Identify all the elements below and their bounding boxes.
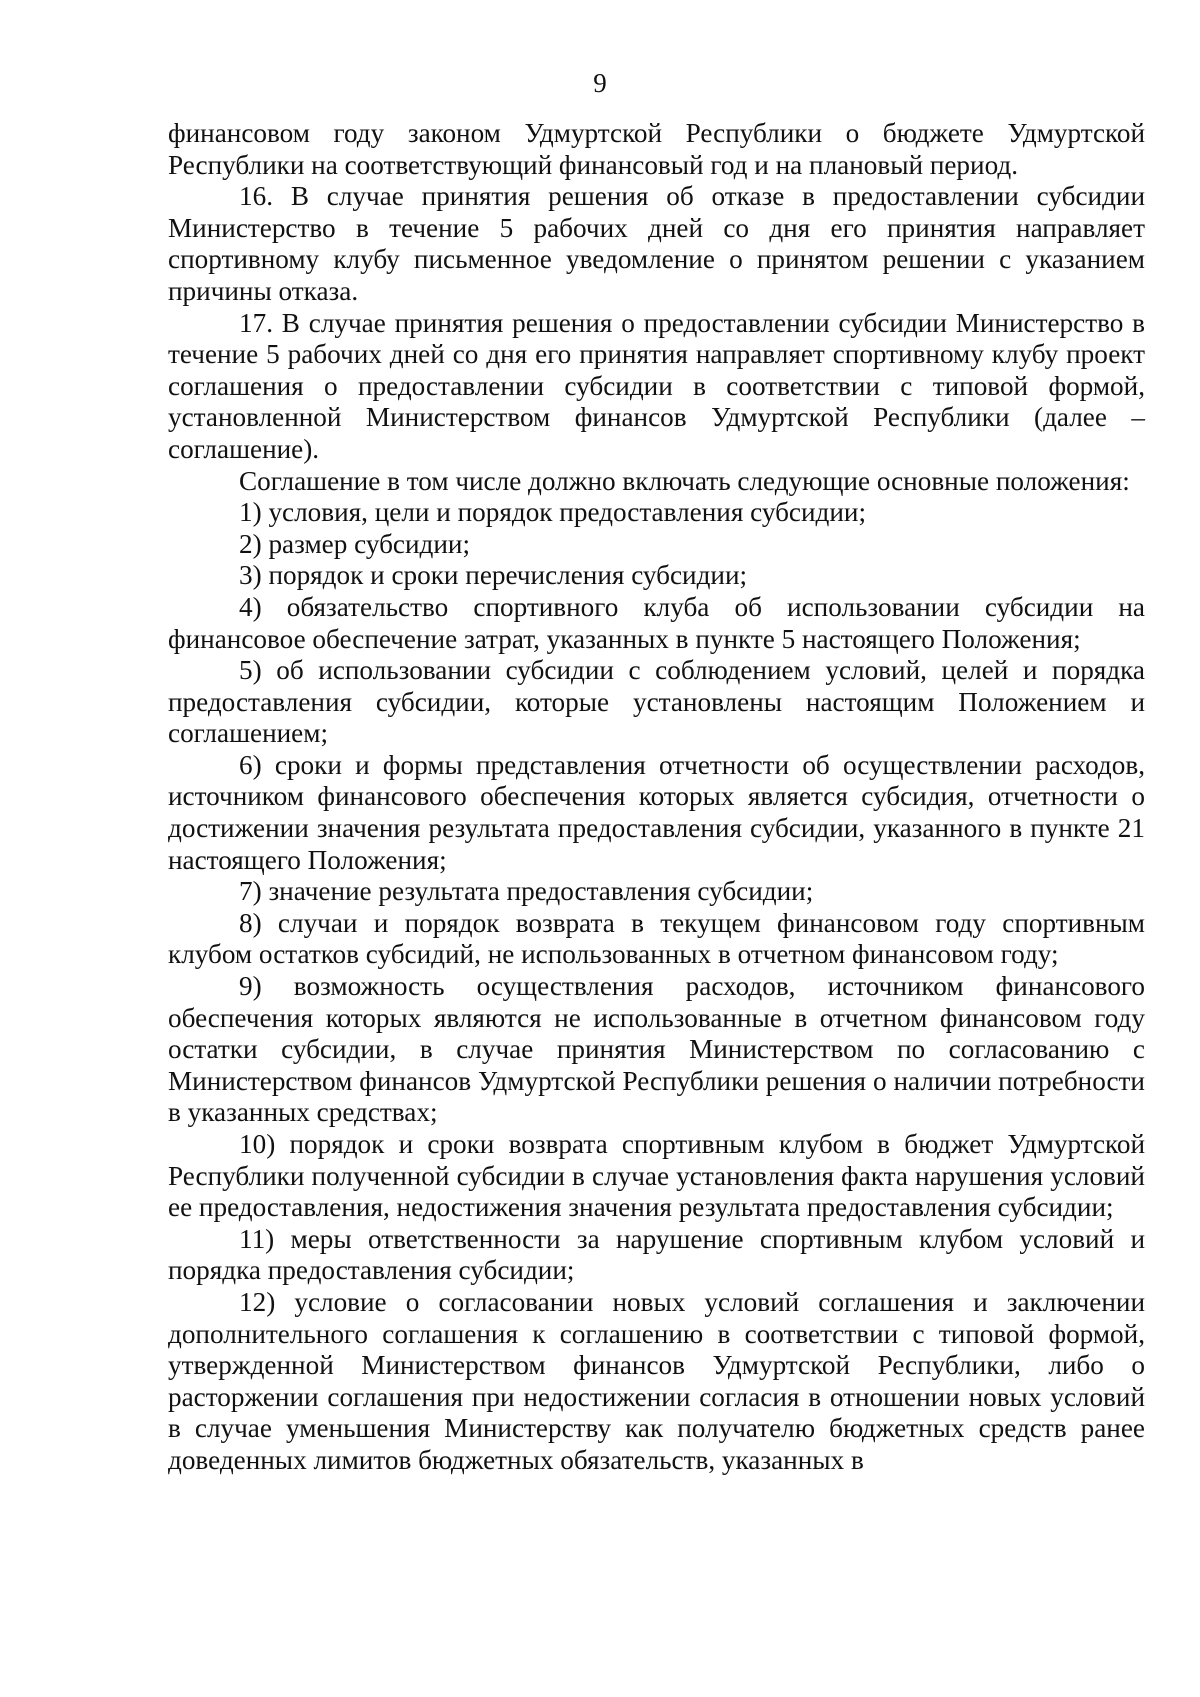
list-item-3: 3) порядок и сроки перечисления субсидии; xyxy=(239,560,748,591)
list-item-7: 7) значение результата предоставления субсидии; xyxy=(239,876,814,907)
list-item-2: 2) размер субсидии; xyxy=(239,528,471,559)
list-item-10: 10) порядок и сроки возврата спортивным клубом в бюджет Удмуртской Республики полученной субсидии в случае установления факта нарушения условий ее предоставления, недостижения значения результата предоставления субсидии; xyxy=(168,1129,1145,1223)
paragraph-clause-17: 17. В случае принятия решения о предоставлении субсидии Министерство в течение 5 рабочих дней со дня его принятия направляет спортивному клубу проект соглашения о предоставлении субсидии в соответствии с типовой формой, установленной Министерством финансов Удмуртской Республики (далее – соглашение). xyxy=(168,307,1145,464)
list-item-1: 1) условия, цели и порядок предоставления субсидии; xyxy=(239,497,866,528)
paragraph-continuation: финансовом году законом Удмуртской Республики о бюджете Удмуртской Республики на соответствующий финансовый год и на плановый период. xyxy=(168,118,1145,180)
document-body xyxy=(168,118,1145,1477)
list-item-12: 12) условие о согласовании новых условий соглашения и заключении дополнительного соглашения к соглашению в соответствии с типовой формой, утвержденной Министерством финансов Удмуртской Республики, либо о расторжении соглашения при недостижении согласия в отношении новых условий в случае уменьшения Министерству как получателю бюджетных средств ранее доведенных лимитов бюджетных обязательств, указанных в xyxy=(168,1286,1145,1475)
list-item-5: 5) об использовании субсидии с соблюдением условий, целей и порядка предоставления субсидии, которые установлены настоящим Положением и соглашением; xyxy=(168,655,1145,749)
list-item-11: 11) меры ответственности за нарушение спортивным клубом условий и порядка предоставления субсидии; xyxy=(168,1223,1145,1286)
paragraph-clause-16: 16. В случае принятия решения об отказе в предоставлении субсидии Министерство в течение 5 рабочих дней со дня его принятия направляет спортивному клубу письменное уведомление о принятом решении с указанием причины отказа. xyxy=(168,181,1145,306)
page-number: 9 xyxy=(593,68,607,98)
list-item-4: 4) обязательство спортивного клуба об использовании субсидии на финансовое обеспечение затрат, указанных в пункте 5 настоящего Положения; xyxy=(168,591,1145,654)
list-item-8: 8) случаи и порядок возврата в текущем финансовом году спортивным клубом остатков субсидий, не использованных в отчетном финансовом году; xyxy=(168,907,1145,970)
list-item-9: 9) возможность осуществления расходов, источником финансового обеспечения которых являются не использованные в отчетном финансовом году остатки субсидии, в случае принятия Министерством по согласованию с Министерством финансов Удмуртской Республики решения о наличии потребности в указанных средствах; xyxy=(168,971,1145,1128)
paragraph-agreement-intro: Соглашение в том числе должно включать следующие основные положения: xyxy=(239,465,1130,496)
list-item-6: 6) сроки и формы представления отчетности об осуществлении расходов, источником финансового обеспечения которых является субсидия, отчетности о достижении значения результата предоставления субсидии, указанного в пункте 21 настоящего Положения; xyxy=(168,749,1145,875)
